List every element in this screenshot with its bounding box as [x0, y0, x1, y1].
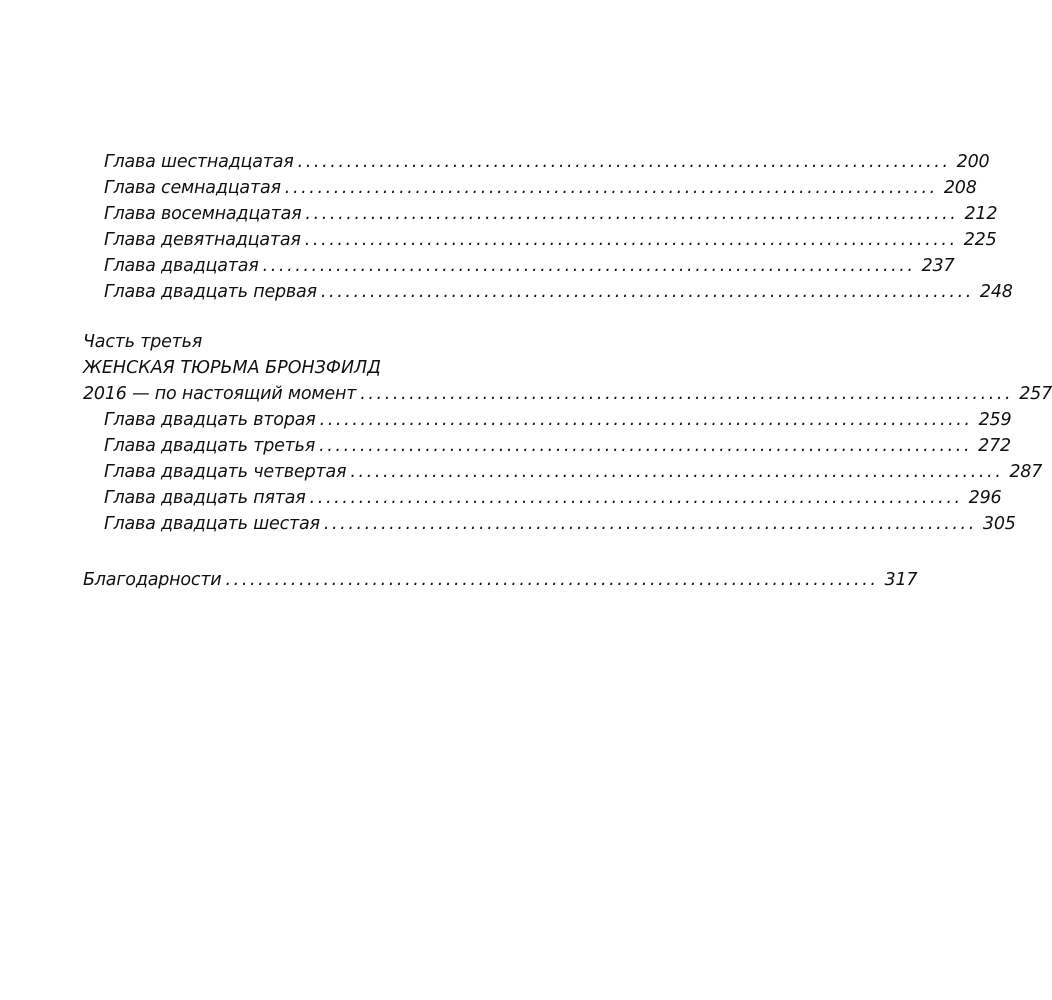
leader-dots: ................................................................................ [319, 410, 973, 430]
toc-entry-title: Глава девятнадцатая [104, 230, 301, 250]
toc-entry-chapter-19[interactable] [104, 224, 997, 250]
toc-entry-title: Глава двадцать пятая [104, 488, 306, 508]
leader-dots: ................................................................................ [323, 514, 977, 534]
leader-dots: ................................................................................ [262, 256, 916, 276]
toc-entry-chapter-22[interactable] [104, 404, 1012, 430]
leader-dots: ................................................................................ [350, 462, 1004, 482]
toc-entry-title: Глава семнадцатая [104, 178, 281, 198]
toc-entry-page: 317 [884, 570, 918, 590]
toc-entry-page: 200 [956, 152, 990, 172]
toc-entry-title: Глава восемнадцатая [104, 204, 302, 224]
toc-entry-page: 259 [978, 410, 1012, 430]
leader-dots: ................................................................................ [297, 152, 951, 172]
toc-entry-page: 212 [964, 204, 998, 224]
toc-entry-chapter-20[interactable] [104, 250, 955, 276]
toc-entry-page: 248 [979, 282, 1013, 302]
toc-entry-chapter-25[interactable] [104, 482, 1002, 508]
toc-entry-page: 305 [982, 514, 1016, 534]
toc-entry-title: Глава двадцать третья [104, 436, 316, 456]
toc-entry-title: Глава двадцатая [104, 256, 259, 276]
leader-dots: ................................................................................ [284, 178, 938, 198]
leader-dots: ................................................................................ [320, 282, 974, 302]
toc-entry-page: 208 [943, 178, 977, 198]
toc-entry-chapter-16[interactable] [104, 146, 990, 172]
part-label: Часть третья [83, 332, 203, 352]
toc-entry-title: 2016 — по настоящий момент [83, 384, 357, 404]
toc-entry-page: 296 [968, 488, 1002, 508]
leader-dots: ................................................................................ [360, 384, 1014, 404]
leader-dots: ................................................................................ [305, 204, 959, 224]
toc-entry-chapter-23[interactable] [104, 430, 1011, 456]
toc-entry-title: Глава двадцать вторая [104, 410, 316, 430]
toc-entry-page: 237 [921, 256, 955, 276]
leader-dots: ................................................................................ [309, 488, 963, 508]
toc-entry-page: 272 [978, 436, 1011, 456]
toc-entry-chapter-18[interactable] [104, 198, 998, 224]
toc-entry-title: Благодарности [83, 570, 222, 590]
toc-entry-title: Глава двадцать шестая [104, 514, 320, 534]
leader-dots: ................................................................................ [304, 230, 958, 250]
toc-entry-chapter-24[interactable] [104, 456, 1043, 482]
part-title: ЖЕНСКАЯ ТЮРЬМА БРОНЗФИЛД [83, 358, 381, 378]
toc-entry-chapter-26[interactable] [104, 508, 1016, 534]
leader-dots: ................................................................................ [319, 436, 973, 456]
toc-entry-period[interactable] [83, 378, 1052, 404]
toc-entry-acknowledgements[interactable] [83, 564, 918, 590]
toc-entry-title: Глава двадцать первая [104, 282, 317, 302]
toc-entry-page: 287 [1009, 462, 1043, 482]
leader-dots: ................................................................................ [225, 570, 879, 590]
toc-entry-chapter-21[interactable] [104, 276, 1013, 302]
toc-entry-page: 225 [963, 230, 997, 250]
toc-entry-chapter-17[interactable] [104, 172, 977, 198]
toc-entry-title: Глава двадцать четвертая [104, 462, 347, 482]
toc-entry-page: 257 [1019, 384, 1052, 404]
toc-entry-title: Глава шестнадцатая [104, 152, 294, 172]
